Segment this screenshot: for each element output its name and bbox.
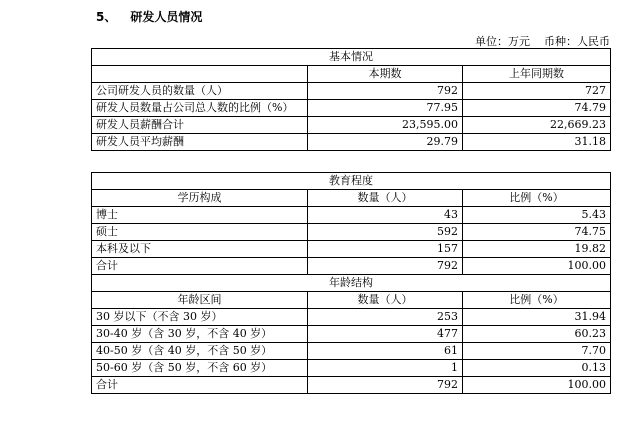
ratio-value: 7.70 <box>463 343 611 360</box>
ratio-value: 74.75 <box>463 224 611 241</box>
basic-title: 基本情况 <box>92 49 611 66</box>
ratio-value: 19.82 <box>463 241 611 258</box>
table-row <box>92 207 611 224</box>
row-label: 30 岁以下（不含 30 岁） <box>92 309 308 326</box>
table-row <box>92 117 611 134</box>
table-row <box>92 326 611 343</box>
currency-label: 币种：人民币 <box>544 35 610 48</box>
prior-value: 727 <box>463 83 611 100</box>
row-label: 博士 <box>92 207 308 224</box>
row-label: 50-60 岁（含 50 岁，不含 60 岁） <box>92 360 308 377</box>
education-header-row <box>92 190 611 207</box>
prior-value: 22,669.23 <box>463 117 611 134</box>
basic-title-row <box>92 49 611 66</box>
current-value: 23,595.00 <box>308 117 463 134</box>
education-header-count: 数量（人） <box>308 190 463 207</box>
basic-header-prior: 上年同期数 <box>463 66 611 83</box>
ratio-value: 60.23 <box>463 326 611 343</box>
age-title: 年龄结构 <box>92 275 611 292</box>
basic-header-current: 本期数 <box>308 66 463 83</box>
composition-table <box>91 172 611 394</box>
ratio-value: 100.00 <box>463 258 611 275</box>
section-title: 研发人员情况 <box>130 10 203 24</box>
row-label: 研发人员薪酬合计 <box>92 117 308 134</box>
row-label: 合计 <box>92 258 308 275</box>
education-header-ratio: 比例（%） <box>463 190 611 207</box>
row-label: 研发人员平均薪酬 <box>92 134 308 151</box>
count-value: 792 <box>308 258 463 275</box>
row-label: 合计 <box>92 377 308 394</box>
age-header-ratio: 比例（%） <box>463 292 611 309</box>
count-value: 157 <box>308 241 463 258</box>
table-row <box>92 83 611 100</box>
unit-line <box>461 33 610 49</box>
count-value: 792 <box>308 377 463 394</box>
ratio-value: 5.43 <box>463 207 611 224</box>
table-row <box>92 100 611 117</box>
current-value: 792 <box>308 83 463 100</box>
table-row <box>92 241 611 258</box>
section-number: 5、 <box>96 10 117 24</box>
current-value: 77.95 <box>308 100 463 117</box>
age-header-count: 数量（人） <box>308 292 463 309</box>
education-title-row <box>92 173 611 190</box>
basic-info-table <box>91 48 611 151</box>
unit-label: 单位：万元 <box>475 35 530 48</box>
count-value: 253 <box>308 309 463 326</box>
row-label: 公司研发人员的数量（人） <box>92 83 308 100</box>
count-value: 592 <box>308 224 463 241</box>
table-row <box>92 309 611 326</box>
age-title-row <box>92 275 611 292</box>
table-row <box>92 134 611 151</box>
prior-value: 74.79 <box>463 100 611 117</box>
count-value: 61 <box>308 343 463 360</box>
count-value: 43 <box>308 207 463 224</box>
count-value: 477 <box>308 326 463 343</box>
current-value: 29.79 <box>308 134 463 151</box>
row-label: 30-40 岁（含 30 岁，不含 40 岁） <box>92 326 308 343</box>
ratio-value: 31.94 <box>463 309 611 326</box>
ratio-value: 100.00 <box>463 377 611 394</box>
education-header-degree: 学历构成 <box>92 190 308 207</box>
table-row <box>92 343 611 360</box>
table-row <box>92 224 611 241</box>
row-label: 硕士 <box>92 224 308 241</box>
row-label: 研发人员数量占公司总人数的比例（%） <box>92 100 308 117</box>
basic-header-blank <box>92 66 308 83</box>
table-row <box>92 377 611 394</box>
table-row <box>92 360 611 377</box>
table-row <box>92 258 611 275</box>
age-header-row <box>92 292 611 309</box>
ratio-value: 0.13 <box>463 360 611 377</box>
education-title: 教育程度 <box>92 173 611 190</box>
row-label: 本科及以下 <box>92 241 308 258</box>
section-heading <box>96 8 202 25</box>
count-value: 1 <box>308 360 463 377</box>
age-header-range: 年龄区间 <box>92 292 308 309</box>
basic-header-row <box>92 66 611 83</box>
row-label: 40-50 岁（含 40 岁，不含 50 岁） <box>92 343 308 360</box>
prior-value: 31.18 <box>463 134 611 151</box>
